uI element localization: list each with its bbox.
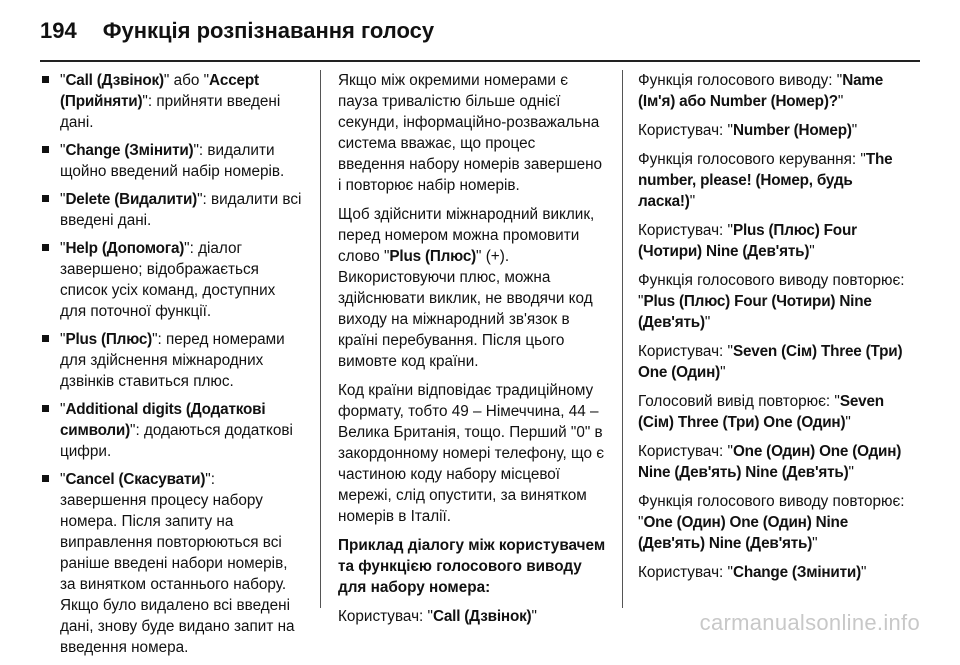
speaker-text: Функція голосового виводу повторює: "	[638, 272, 905, 310]
speaker-text: "	[704, 314, 711, 331]
command-description: ": додаються додаткові цифри.	[60, 422, 293, 460]
command-keyword: Call (Дзвінок)	[432, 608, 532, 625]
header-divider	[40, 60, 920, 62]
list-item: "Cancel (Скасувати)": завершення процесу набору номера. Після запиту на виправлення повторюються всі раніше введені набори номерів, за винятком останнього набору. Якщо було видалено всі введені дані, знову буде видано запит на введення номера.	[40, 469, 302, 658]
speaker-text: Функція голосового виводу повторює: "	[638, 493, 905, 531]
speaker-text: "	[809, 243, 815, 260]
speaker-text: Голосовий вивід повторює: "	[638, 393, 840, 410]
speaker-text: "	[861, 564, 867, 581]
column-divider-1	[320, 70, 321, 608]
bullet-square-icon	[42, 195, 49, 202]
command-keyword: Name (Ім'я) або Number (Номер)?	[638, 72, 884, 110]
command-keyword: Help (Допомога)	[65, 240, 185, 257]
dialog-line	[638, 70, 910, 112]
page-title: Функція розпізнавання голосу	[102, 18, 435, 43]
dialog-line	[638, 120, 910, 141]
command-keyword: Plus (Плюс) Four (Чотири) Nine (Дев'ять)	[638, 293, 872, 331]
bullet-square-icon	[42, 244, 49, 251]
command-description: ": прийняти введені дані.	[60, 93, 281, 131]
paragraph-international	[338, 204, 606, 372]
text-connector: " або "	[163, 72, 210, 89]
list-item: "Additional digits (Додаткові символи)": додаються додаткові цифри.	[40, 399, 302, 462]
bullet-square-icon	[42, 146, 49, 153]
command-keyword: Number (Номер)	[732, 122, 852, 139]
speaker-text: Функція голосового виводу: "	[638, 72, 843, 89]
list-item: "Change (Змінити)": видалити щойно введений набір номерів.	[40, 140, 302, 182]
command-keyword: Seven (Сім) Three (Три) One (Один)	[638, 393, 884, 431]
list-item: "Plus (Плюс)": перед номерами для здійснення міжнародних дзвінків ставиться плюс.	[40, 329, 302, 392]
column-3	[638, 70, 910, 591]
command-description: ": видалити щойно введений набір номерів.	[60, 142, 285, 180]
dialog-line	[638, 562, 910, 583]
paragraph-pause: Якщо між окремими номерами є пауза тривалістю більше однієї секунди, інформаційно-розважальна система вважає, що процес введення набору номерів завершено і повторює набір номерів.	[338, 72, 603, 194]
dialog-line	[638, 341, 910, 383]
command-keyword: Plus (Плюс)	[65, 331, 153, 348]
speaker-text: "	[851, 122, 858, 139]
page-header	[40, 14, 434, 48]
command-keyword: Seven (Сім) Three (Три) One (Один)	[638, 343, 903, 381]
dialog-line	[638, 441, 910, 483]
speaker-text: "	[812, 535, 818, 552]
list-item: "Delete (Видалити)": видалити всі введені дані.	[40, 189, 302, 231]
command-keyword: Accept (Прийняти)	[60, 72, 259, 110]
speaker-text: Користувач: "	[638, 343, 733, 360]
speaker-text: "	[845, 414, 851, 431]
speaker-text: Користувач: "	[638, 122, 733, 139]
speaker-text: "	[720, 364, 726, 381]
speaker-text: "	[837, 93, 844, 110]
dialog-example-heading: Приклад діалогу між користувачем та функцією голосового виводу для набору номера:	[338, 537, 606, 596]
speaker-text: "	[848, 464, 854, 481]
bullet-square-icon	[42, 475, 49, 482]
speaker-text: Користувач: "	[638, 443, 733, 460]
paragraph-country-code: Код країни відповідає традиційному формату, тобто 49 – Німеччина, 44 – Велика Британія, тощо. Перший "0" в закордонному номері телефону, що є частиною коду набору місцевої мережі, слід опустити, за винятком номерів в Італії.	[338, 382, 605, 525]
speaker-text: Користувач: "	[638, 222, 733, 239]
command-keyword: Change (Змінити)	[732, 564, 862, 581]
command-keyword: One (Один) One (Один) Nine (Дев'ять) Nine (Дев'ять)	[638, 514, 849, 552]
dialog-line	[638, 491, 910, 554]
command-description: ": завершення процесу набору номера. Після запиту на виправлення повторюються всі раніше введені набори номерів, за винятком останнього набору. Якщо було видалено всі введені дані, знову буде видано запит на введення номера.	[60, 471, 295, 656]
command-keyword: Delete (Видалити)	[65, 191, 198, 208]
command-description: ": перед номерами для здійснення міжнародних дзвінків ставиться плюс.	[60, 331, 285, 390]
command-keyword: The number, please! (Номер, будь ласка!)	[638, 151, 893, 210]
page-number: 194	[40, 18, 77, 43]
bullet-square-icon	[42, 405, 49, 412]
speaker-text: "	[689, 193, 696, 210]
bullet-square-icon	[42, 76, 49, 83]
speaker-text: Користувач: "	[338, 608, 433, 625]
bullet-square-icon	[42, 335, 49, 342]
command-keyword: Change (Змінити)	[65, 142, 194, 159]
dialog-line	[638, 149, 910, 212]
command-keyword: One (Один) One (Один) Nine (Дев'ять) Nine (Дев'ять)	[638, 443, 902, 481]
paragraph-text: " (+). Використовуючи плюс, можна здійснювати виклик, не вводячи код виходу на міжнародний зв'язок в країні перебування. Після цього вимовте код країни.	[338, 248, 593, 370]
command-list	[40, 70, 302, 658]
speaker-text: Користувач: "	[638, 564, 733, 581]
list-item: "Help (Допомога)": діалог завершено; відображається список усіх команд, доступних для поточної функції.	[40, 238, 302, 322]
paragraph-text: Щоб здійснити міжнародний виклик, перед номером можна промовити слово "	[338, 206, 595, 265]
command-keyword: Cancel (Скасувати)	[65, 471, 206, 488]
command-keyword: Plus (Плюс) Four (Чотири) Nine (Дев'ять)	[638, 222, 857, 260]
command-keyword: Plus (Плюс)	[389, 248, 477, 265]
command-description: ": діалог завершено; відображається список усіх команд, доступних для поточної функції.	[60, 240, 276, 320]
dialog-line	[638, 391, 910, 433]
command-keyword: Additional digits (Додаткові символи)	[60, 401, 266, 439]
column-1	[40, 70, 302, 665]
dialog-line	[638, 220, 910, 262]
watermark: carmanualsonline.info	[699, 610, 920, 635]
dialog-line	[338, 606, 606, 627]
column-divider-2	[622, 70, 623, 608]
command-description: ": видалити всі введені дані.	[60, 191, 302, 229]
column-2	[338, 70, 606, 635]
speaker-text: "	[531, 608, 537, 625]
command-keyword: Call (Дзвінок)	[65, 72, 164, 89]
list-item: "Call (Дзвінок)" або "Accept (Прийняти)": прийняти введені дані.	[40, 70, 302, 133]
speaker-text: Функція голосового керування: "	[638, 151, 866, 168]
dialog-line	[638, 270, 910, 333]
